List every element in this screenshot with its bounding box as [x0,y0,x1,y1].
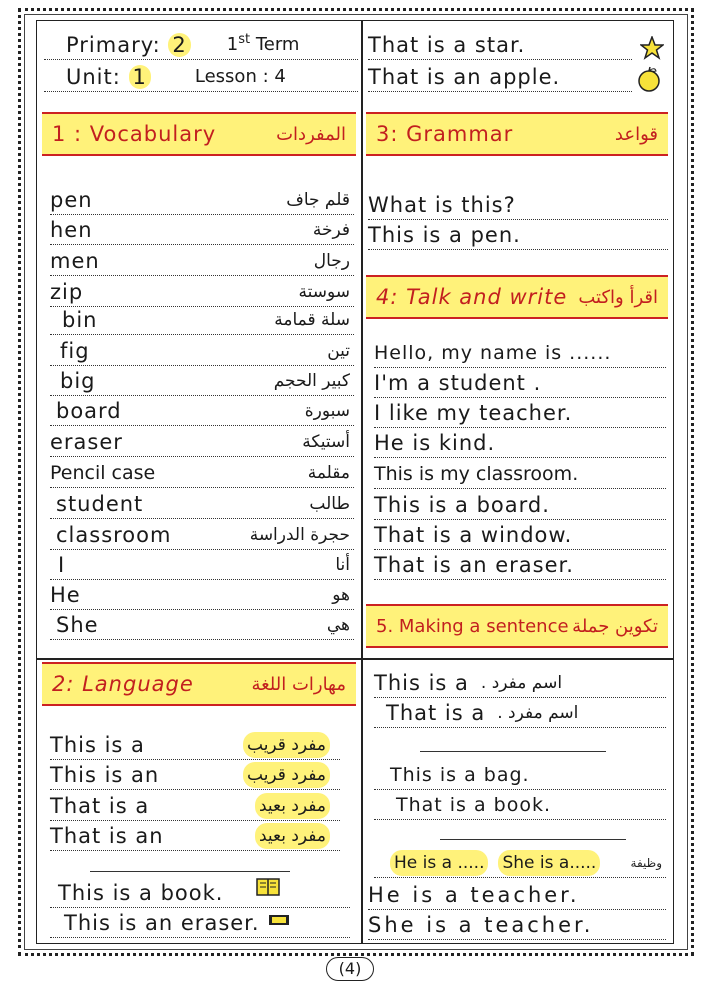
section-divider [36,658,674,660]
grammar-title: 3: Grammar [376,122,514,146]
eraser-icon [268,914,290,926]
vocab-row [50,215,354,245]
vocab-en: big [60,369,96,393]
vocab-en: pen [50,188,93,212]
sentence-example-row [374,790,666,820]
vocab-en: She [56,613,99,637]
vocab-en: student [56,492,144,516]
vocab-ar: فرخة [312,220,350,240]
term-label: Term [255,34,300,55]
blank-line [440,838,626,840]
language-phrase: This is an [50,763,160,787]
language-title-ar: مهارات اللغة [251,673,346,695]
vocab-en: He [50,583,81,607]
language-phrase: That is a [50,794,150,818]
sentence-rule: That is a [386,701,486,725]
grammar-heading [366,112,668,156]
vocab-ar: قلم جاف [286,190,350,210]
sentence-heading [366,604,668,648]
vocab-en: I [58,553,66,577]
language-example: This is a book. [58,881,224,905]
vocab-row [50,520,354,550]
talk-title-ar: اقرأ واكتب [578,286,658,308]
term-sup: st [238,32,251,47]
book-icon [256,878,280,896]
vocab-en: classroom [56,523,172,547]
primary-label: Primary: [66,33,161,57]
apple-sentence: That is an apple. [368,65,561,89]
talk-row [374,520,666,550]
talk-heading [366,275,668,319]
vocab-ar: هي [326,615,350,635]
language-example: This is an eraser. [64,911,260,935]
vocabulary-title-ar: المفردات [276,123,346,145]
final-sentence: She is a teacher. [368,913,594,937]
vocab-ar: رجال [313,251,350,271]
vocab-ar: أستيكة [302,432,350,452]
vocab-row [50,277,354,307]
language-meaning: مفرد قريب [243,732,330,758]
vocab-row [50,366,354,396]
vocab-en: bin [62,308,98,332]
sentence-rule-ar: اسم مفرد . [497,703,579,723]
vocab-en: fig [60,339,90,363]
header-star-row [368,30,632,60]
sentence-rule: This is a [374,671,469,695]
grammar-row [368,220,668,250]
unit-label: Unit: [66,65,121,89]
language-meaning: مفرد بعيد [255,793,330,819]
grammar-title-ar: قواعد [614,123,658,145]
sentence-rule-row [374,698,666,728]
vocab-ar: حجرة الدراسة [249,525,350,545]
vocab-row [50,458,354,488]
unit-value: 1 [129,65,151,89]
vocab-ar: سبورة [304,401,350,421]
language-example-row [50,908,350,938]
vocab-ar: هو [332,585,350,605]
vocab-row [50,550,354,580]
vocab-row [50,246,354,276]
vocab-en: hen [50,218,93,242]
vocab-row [50,580,354,610]
language-phrase: This is a [50,733,145,757]
vocab-ar: سلة قمامة [274,310,350,330]
term-ordinal: 1 [226,34,239,55]
header-apple-row [368,62,632,92]
language-heading [42,662,356,706]
language-meaning: مفرد بعيد [255,823,330,849]
talk-sentence: That is an eraser. [374,553,574,577]
vocab-en: eraser [50,430,123,454]
sentence-example: That is a book. [396,794,552,816]
vocabulary-heading [42,112,356,156]
grammar-sentence: This is a pen. [368,223,521,247]
header-unit-row [44,62,358,92]
language-phrase: That is an [50,824,164,848]
apple-icon [636,66,662,92]
vocab-row [50,610,354,640]
sentence-example: This is a bag. [390,764,530,786]
primary-value: 2 [168,33,190,57]
sentence-title-ar: تكوين جملة [572,615,658,637]
vocab-en: zip [50,280,84,304]
vocab-row [50,336,354,366]
blank-line [90,870,290,872]
vocab-row [50,396,354,426]
vocab-row [50,427,354,457]
talk-row [374,550,666,580]
language-row [50,760,340,790]
vocabulary-title: 1 : Vocabulary [52,122,217,146]
talk-sentence: He is kind. [374,431,496,455]
job-label-ar: وظيفة [630,856,662,870]
vocab-ar: أنا [335,555,350,575]
talk-sentence: This is a board. [374,493,550,517]
star-icon [640,36,664,60]
job-row [374,848,666,878]
language-row [50,791,340,821]
job-prompt-he: He is a ..... [390,850,488,876]
page-number: (4) [326,957,374,981]
talk-sentence: I like my teacher. [374,401,573,425]
sentence-title: 5. Making a sentence [376,615,569,637]
language-title: 2: Language [52,672,194,696]
language-row [50,821,340,851]
talk-row [374,398,666,428]
talk-row [374,428,666,458]
sentence-example-row [374,760,666,790]
talk-sentence: This is my classroom. [374,463,579,485]
talk-title: 4: Talk and write [376,285,568,309]
sentence-rule-row [374,668,666,698]
sentence-rule-ar: اسم مفرد . [480,673,563,693]
vocab-row [50,489,354,519]
vocab-ar: مقلمة [307,463,350,483]
vocab-en: Pencil case [50,462,156,484]
final-row [368,880,666,910]
talk-row [374,459,666,489]
vocab-ar: سوستة [298,282,350,302]
talk-row [374,338,666,368]
final-sentence: He is a teacher. [368,883,580,907]
talk-sentence: That is a window. [374,523,573,547]
vocab-row [50,185,354,215]
talk-sentence: I'm a student . [374,371,542,395]
vocab-ar: كبير الحجم [273,371,350,391]
grammar-row [368,190,668,220]
lesson-label: Lesson : 4 [194,66,286,87]
column-divider [361,20,363,944]
blank-line [420,750,606,752]
talk-row [374,368,666,398]
talk-sentence: Hello, my name is ...... [374,342,612,364]
vocab-en: board [56,399,122,423]
language-example-row [50,878,350,908]
job-prompt-she: She is a..... [498,850,600,876]
star-sentence: That is a star. [368,33,526,57]
header-primary-row [44,30,358,60]
grammar-sentence: What is this? [368,193,516,217]
final-row [368,910,666,940]
vocab-en: men [50,249,100,273]
vocab-ar: تين [327,341,350,361]
language-row [50,730,340,760]
vocab-row [50,305,354,335]
vocab-ar: طالب [309,494,350,514]
language-meaning: مفرد قريب [243,762,330,788]
talk-row [374,490,666,520]
